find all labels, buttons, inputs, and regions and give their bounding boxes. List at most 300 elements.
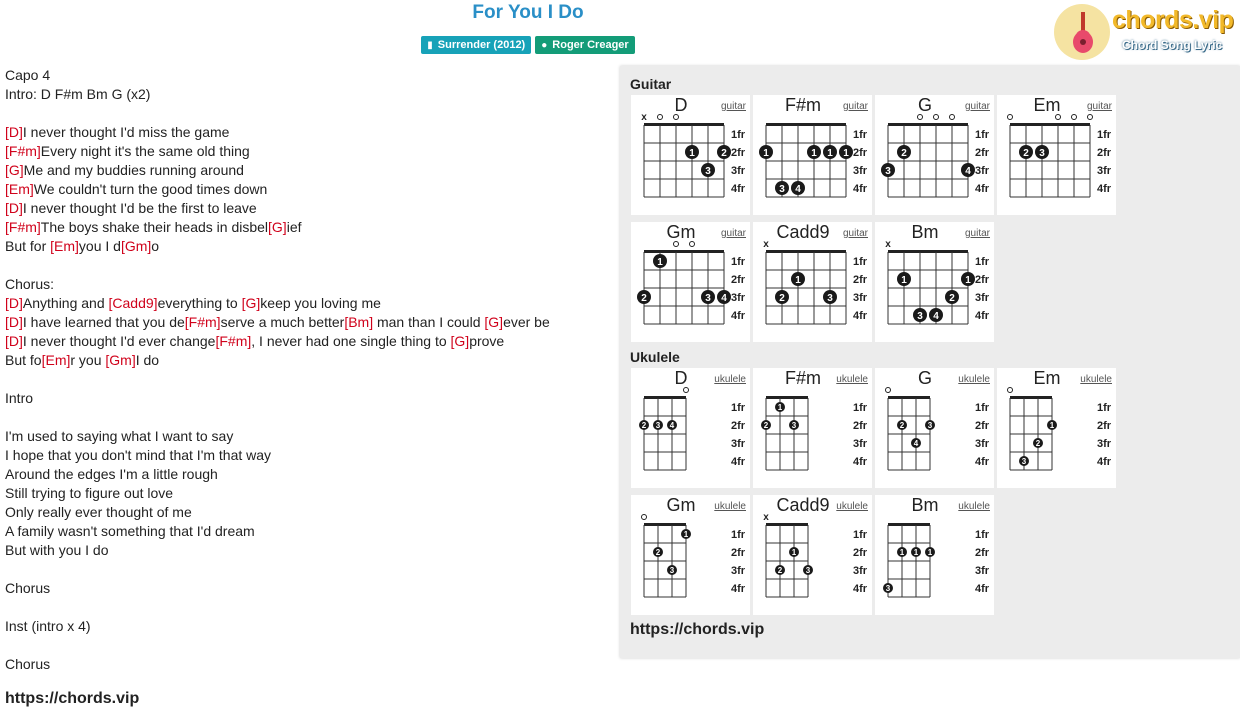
finger-number: 4 — [721, 293, 727, 304]
finger-number: 2 — [899, 421, 905, 430]
lyric-text: Me and my buddies running around — [23, 162, 244, 178]
ukulele-link[interactable]: ukulele — [1080, 374, 1112, 385]
fret-label: 2fr — [731, 274, 746, 286]
fret-label: 1fr — [975, 402, 990, 414]
finger-number: 2 — [779, 293, 785, 304]
fret-label: 3fr — [853, 565, 868, 577]
guitar-icon — [1068, 12, 1098, 56]
fret-label: 1fr — [731, 256, 746, 268]
lyric-line — [5, 389, 613, 408]
lyric-text: A family wasn't something that I'd dream — [5, 523, 255, 539]
lyric-line — [5, 332, 613, 351]
guitar-heading: Guitar — [630, 76, 672, 92]
finger-number: 3 — [1039, 148, 1045, 159]
lyric-line — [5, 313, 613, 332]
fret-label: 3fr — [975, 565, 990, 577]
lyric-text: , I never had one single thing to — [251, 333, 451, 349]
finger-number: 2 — [949, 293, 955, 304]
ukulele-chord-card[interactable] — [875, 368, 994, 488]
chord-diagram — [753, 95, 872, 215]
open-string-marker — [674, 242, 679, 247]
guitar-chord-card[interactable] — [753, 95, 872, 215]
finger-number: 2 — [777, 566, 783, 575]
ukulele-chord-card[interactable] — [875, 495, 994, 615]
lyric-text: I hope that you don't mind that I'm that way — [5, 447, 272, 463]
nut — [766, 123, 846, 126]
open-string-marker — [886, 388, 891, 393]
chord-name: Cadd9 — [776, 495, 830, 515]
fret-label: 4fr — [975, 583, 990, 595]
chord-token[interactable]: [Em] — [5, 181, 34, 197]
ukulele-chord-card[interactable] — [997, 368, 1116, 488]
ukulele-chord-card[interactable] — [753, 495, 872, 615]
nut — [766, 250, 846, 253]
fret-label: 2fr — [1097, 420, 1112, 432]
chord-token[interactable]: [Cadd9] — [108, 295, 158, 311]
finger-number: 1 — [657, 257, 663, 268]
lyric-text: Chorus: — [5, 276, 55, 292]
lyric-line — [5, 104, 613, 123]
chord-token[interactable]: [G] — [484, 314, 504, 330]
lyric-line — [5, 598, 613, 617]
fret-label: 1fr — [731, 529, 746, 541]
chord-diagram — [997, 368, 1116, 488]
finger-number: 3 — [779, 184, 785, 195]
fret-label: 1fr — [975, 529, 990, 541]
finger-number: 2 — [641, 293, 647, 304]
chord-token[interactable]: [D] — [5, 124, 23, 140]
fret-label: 2fr — [1097, 147, 1112, 159]
guitar-chord-card[interactable] — [753, 222, 872, 342]
fret-label: 3fr — [1097, 165, 1112, 177]
artist-badge-label: Roger Creager — [552, 39, 629, 51]
chord-token[interactable]: [F#m] — [5, 219, 41, 235]
finger-number: 2 — [1035, 439, 1041, 448]
lyric-line — [5, 579, 613, 598]
finger-number: 3 — [1021, 457, 1027, 466]
fret-label: 2fr — [731, 147, 746, 159]
finger-number: 4 — [669, 421, 675, 430]
lyric-text: Still trying to figure out love — [5, 485, 174, 501]
lyric-line — [5, 66, 613, 85]
fret-label: 1fr — [975, 129, 990, 141]
logo-tagline: Chord Song Lyric — [1122, 38, 1223, 52]
open-string-marker — [674, 115, 679, 120]
guitar-chord-card[interactable] — [875, 95, 994, 215]
finger-number: 3 — [885, 166, 891, 177]
lyric-text: I never thought I'd ever change — [22, 333, 216, 349]
fret-label: 2fr — [731, 547, 746, 559]
guitar-chord-card[interactable] — [631, 95, 750, 215]
muted-string-marker: x — [885, 239, 891, 250]
chord-diagram — [631, 495, 750, 615]
chord-diagram — [753, 495, 872, 615]
fret-label: 4fr — [853, 456, 868, 468]
lyric-line — [5, 560, 613, 579]
chord-token[interactable]: [G] — [450, 333, 470, 349]
finger-number: 1 — [763, 148, 769, 159]
lyric-text: ief — [286, 219, 302, 235]
ukulele-heading: Ukulele — [630, 349, 680, 365]
lyric-text: Intro: D F#m Bm G (x2) — [5, 86, 151, 102]
chord-token[interactable]: [G] — [241, 295, 261, 311]
nut — [766, 523, 808, 526]
finger-number: 1 — [899, 548, 905, 557]
finger-number: 4 — [913, 439, 919, 448]
nut — [644, 396, 686, 399]
finger-number: 3 — [655, 421, 661, 430]
lyric-line — [5, 294, 613, 313]
finger-number: 1 — [811, 148, 817, 159]
chord-token[interactable]: [F#m] — [215, 333, 252, 349]
finger-number: 1 — [795, 275, 801, 286]
lyric-text: Anything and — [22, 295, 109, 311]
lyric-text: Every night it's the same old thing — [40, 143, 250, 159]
guitar-chord-card[interactable] — [997, 95, 1116, 215]
lyric-line — [5, 446, 613, 465]
chord-diagram — [875, 222, 994, 342]
chord-token[interactable]: [D] — [5, 200, 23, 216]
lyric-text: Capo 4 — [5, 67, 51, 83]
fret-label: 1fr — [731, 129, 746, 141]
fret-label: 2fr — [853, 274, 868, 286]
lyric-text: I have learned that you de — [22, 314, 185, 330]
ukulele-link[interactable]: ukulele — [958, 501, 990, 512]
chord-diagram — [631, 368, 750, 488]
chord-diagram — [631, 222, 750, 342]
fret-label: 3fr — [975, 438, 990, 450]
finger-number: 2 — [655, 548, 661, 557]
lyric-text: ever be — [503, 314, 550, 330]
footer-url[interactable]: https://chords.vip — [5, 690, 140, 707]
lyric-line — [5, 237, 613, 256]
book-icon: ▮ — [427, 39, 433, 51]
finger-number: 3 — [805, 566, 811, 575]
lyric-line — [5, 161, 613, 180]
fret-label: 2fr — [975, 547, 990, 559]
chord-panel — [620, 66, 1240, 658]
fret-label: 3fr — [853, 165, 868, 177]
lyric-text: We couldn't turn the good times down — [33, 181, 268, 197]
nut — [644, 123, 724, 126]
finger-number: 2 — [1023, 148, 1029, 159]
chord-token[interactable]: [F#m] — [184, 314, 221, 330]
chord-name: Gm — [666, 222, 696, 242]
ukulele-link[interactable]: ukulele — [836, 374, 868, 385]
finger-number: 1 — [683, 530, 689, 539]
lyric-text: r you — [70, 352, 106, 368]
lyric-text: prove — [469, 333, 505, 349]
finger-number: 1 — [927, 548, 933, 557]
lyric-text: o — [151, 238, 160, 254]
lyric-line — [5, 541, 613, 560]
album-badge[interactable] — [421, 36, 531, 54]
finger-number: 1 — [913, 548, 919, 557]
chord-name: G — [917, 368, 932, 388]
fret-label: 2fr — [731, 420, 746, 432]
fret-label: 3fr — [731, 292, 746, 304]
lyric-text: The boys shake their heads in disbel — [40, 219, 269, 235]
lyric-line — [5, 199, 613, 218]
finger-number: 2 — [721, 148, 727, 159]
fret-label: 4fr — [731, 310, 746, 322]
finger-number: 1 — [777, 403, 783, 412]
fret-label: 4fr — [1097, 183, 1112, 195]
finger-number: 1 — [1049, 421, 1055, 430]
finger-number: 1 — [689, 148, 695, 159]
chord-name: F#m — [785, 95, 821, 115]
chord-diagram — [875, 368, 994, 488]
chord-token[interactable]: [G] — [5, 162, 24, 178]
fret-label: 4fr — [1097, 456, 1112, 468]
chord-name: D — [674, 95, 688, 115]
fret-label: 1fr — [975, 256, 990, 268]
fret-label: 4fr — [975, 456, 990, 468]
fret-label: 1fr — [1097, 402, 1112, 414]
guitar-link[interactable]: guitar — [964, 101, 990, 112]
lyric-text: Around the edges I'm a little rough — [5, 466, 218, 482]
chord-name: Em — [1033, 95, 1061, 115]
chord-token[interactable]: [Em] — [41, 352, 71, 368]
finger-number: 3 — [827, 293, 833, 304]
lyric-text: I never thought I'd miss the game — [22, 124, 230, 140]
song-badges — [0, 36, 1056, 54]
chord-name: F#m — [785, 368, 821, 388]
muted-string-marker: x — [763, 512, 769, 523]
lyric-line — [5, 655, 613, 674]
open-string-marker — [658, 115, 663, 120]
finger-number: 1 — [843, 148, 849, 159]
lyric-line — [5, 351, 613, 370]
fret-label: 1fr — [731, 402, 746, 414]
lyric-line — [5, 218, 613, 237]
nut — [1010, 396, 1052, 399]
fret-label: 3fr — [853, 438, 868, 450]
nut — [888, 523, 930, 526]
lyric-text: man than I could — [373, 314, 485, 330]
fret-label: 1fr — [853, 256, 868, 268]
open-string-marker — [1008, 115, 1013, 120]
chord-token[interactable]: [G] — [268, 219, 287, 235]
lyric-line — [5, 522, 613, 541]
ukulele-chord-card[interactable] — [631, 368, 750, 488]
lyric-text: I do — [135, 352, 160, 368]
chord-token[interactable]: [D] — [5, 314, 23, 330]
fret-label: 3fr — [1097, 438, 1112, 450]
lyric-text: Only really ever thought of me — [5, 504, 192, 520]
lyric-line — [5, 408, 613, 427]
fret-label: 4fr — [731, 583, 746, 595]
fret-label: 3fr — [975, 292, 990, 304]
fret-label: 3fr — [731, 165, 746, 177]
chord-diagram — [753, 368, 872, 488]
finger-number: 3 — [885, 584, 891, 593]
finger-number: 3 — [669, 566, 675, 575]
fret-label: 4fr — [731, 183, 746, 195]
guitar-link[interactable]: guitar — [1086, 101, 1112, 112]
fret-label: 2fr — [853, 420, 868, 432]
ukulele-link[interactable]: ukulele — [714, 374, 746, 385]
lyric-line — [5, 85, 613, 104]
panel-url[interactable]: https://chords.vip — [630, 621, 765, 638]
fret-label: 4fr — [853, 583, 868, 595]
chord-token[interactable]: [D] — [5, 295, 23, 311]
ukulele-chord-card[interactable] — [631, 495, 750, 615]
guitar-link[interactable]: guitar — [842, 228, 868, 239]
chord-diagram — [875, 95, 994, 215]
open-string-marker — [642, 515, 647, 520]
lyric-line — [5, 503, 613, 522]
finger-number: 4 — [965, 166, 971, 177]
lyric-line — [5, 617, 613, 636]
nut — [766, 396, 808, 399]
lyric-line — [5, 256, 613, 275]
fret-label: 4fr — [975, 310, 990, 322]
open-string-marker — [934, 115, 939, 120]
finger-number: 2 — [641, 421, 647, 430]
open-string-marker — [918, 115, 923, 120]
finger-number: 2 — [901, 148, 907, 159]
lyric-line — [5, 180, 613, 199]
guitar-chord-card[interactable] — [875, 222, 994, 342]
ukulele-link[interactable]: ukulele — [836, 501, 868, 512]
fret-label: 1fr — [1097, 129, 1112, 141]
lyric-text: Inst (intro x 4) — [5, 618, 91, 634]
ukulele-chord-card[interactable] — [753, 368, 872, 488]
finger-number: 3 — [705, 293, 711, 304]
lyric-text: But for — [5, 238, 51, 254]
lyric-line — [5, 142, 613, 161]
guitar-link[interactable]: guitar — [720, 101, 746, 112]
chord-token[interactable]: [Gm] — [105, 352, 136, 368]
fret-label: 2fr — [975, 274, 990, 286]
fret-label: 4fr — [975, 183, 990, 195]
nut — [644, 523, 686, 526]
finger-number: 3 — [705, 166, 711, 177]
chord-name: Cadd9 — [776, 222, 830, 242]
chord-token[interactable]: [F#m] — [5, 143, 41, 159]
lyric-text: But with you I do — [5, 542, 109, 558]
lyric-text: serve a much better — [220, 314, 345, 330]
lyric-text: Chorus — [5, 580, 51, 596]
finger-number: 4 — [795, 184, 801, 195]
lyric-line — [5, 636, 613, 655]
lyric-line — [5, 465, 613, 484]
finger-number: 1 — [965, 275, 971, 286]
guitar-link[interactable]: guitar — [964, 228, 990, 239]
fret-label: 3fr — [731, 438, 746, 450]
fret-label: 4fr — [853, 183, 868, 195]
lyric-line — [5, 275, 613, 294]
lyric-text: keep you loving me — [260, 295, 381, 311]
open-string-marker — [684, 388, 689, 393]
nut — [644, 250, 724, 253]
finger-number: 1 — [791, 548, 797, 557]
fret-label: 2fr — [975, 147, 990, 159]
chord-token[interactable]: [D] — [5, 333, 23, 349]
fret-label: 3fr — [731, 565, 746, 577]
fret-label: 3fr — [853, 292, 868, 304]
lyric-text: Chorus — [5, 656, 51, 672]
lyric-text: everything to — [157, 295, 242, 311]
fret-label: 1fr — [853, 529, 868, 541]
site-logo[interactable] — [1054, 2, 1234, 62]
chord-diagram — [997, 95, 1116, 215]
open-string-marker — [1072, 115, 1077, 120]
fret-label: 1fr — [853, 402, 868, 414]
ukulele-link[interactable]: ukulele — [958, 374, 990, 385]
chord-diagram — [753, 222, 872, 342]
fret-label: 1fr — [853, 129, 868, 141]
chord-name: Gm — [666, 495, 696, 515]
finger-number: 3 — [917, 311, 923, 322]
nut — [888, 250, 968, 253]
fret-label: 3fr — [975, 165, 990, 177]
chord-name: Em — [1033, 368, 1061, 388]
muted-string-marker: x — [763, 239, 769, 250]
finger-number: 3 — [927, 421, 933, 430]
lyrics-body — [5, 66, 613, 674]
fret-label: 2fr — [853, 547, 868, 559]
user-icon: ● — [541, 39, 548, 51]
open-string-marker — [950, 115, 955, 120]
muted-string-marker: x — [641, 112, 647, 123]
lyric-line — [5, 370, 613, 389]
fret-label: 2fr — [975, 420, 990, 432]
finger-number: 1 — [901, 275, 907, 286]
finger-number: 4 — [933, 311, 939, 322]
chord-name: Bm — [911, 222, 939, 242]
nut — [1010, 123, 1090, 126]
chord-name: G — [917, 95, 932, 115]
ukulele-link[interactable]: ukulele — [714, 501, 746, 512]
fret-label: 4fr — [731, 456, 746, 468]
chord-token[interactable]: [Bm] — [344, 314, 374, 330]
fret-label: 4fr — [853, 310, 868, 322]
finger-number: 3 — [791, 421, 797, 430]
open-string-marker — [1008, 388, 1013, 393]
lyric-text: you I d — [78, 238, 121, 254]
lyric-text: Intro — [5, 390, 34, 406]
guitar-chord-card[interactable] — [631, 222, 750, 342]
lyric-line — [5, 484, 613, 503]
chord-diagram — [875, 495, 994, 615]
lyric-line — [5, 123, 613, 142]
chord-name: D — [674, 368, 688, 388]
finger-number: 1 — [827, 148, 833, 159]
song-title: For You I Do — [472, 2, 584, 23]
nut — [888, 396, 930, 399]
artist-badge[interactable] — [535, 36, 634, 54]
fret-label: 2fr — [853, 147, 868, 159]
chord-name: Bm — [911, 495, 939, 515]
album-badge-label: Surrender (2012) — [437, 39, 526, 51]
lyric-text: I'm used to saying what I want to say — [5, 428, 234, 444]
open-string-marker — [690, 242, 695, 247]
guitar-link[interactable]: guitar — [720, 228, 746, 239]
lyric-line — [5, 427, 613, 446]
open-string-marker — [1056, 115, 1061, 120]
lyric-text: But fo — [5, 352, 42, 368]
chord-token[interactable]: [Em] — [50, 238, 79, 254]
guitar-link[interactable]: guitar — [842, 101, 868, 112]
open-string-marker — [1088, 115, 1093, 120]
nut — [888, 123, 968, 126]
finger-number: 2 — [763, 421, 769, 430]
logo-brand: chords.vip — [1112, 6, 1234, 34]
chord-token[interactable]: [Gm] — [120, 238, 152, 254]
chord-diagram — [631, 95, 750, 215]
